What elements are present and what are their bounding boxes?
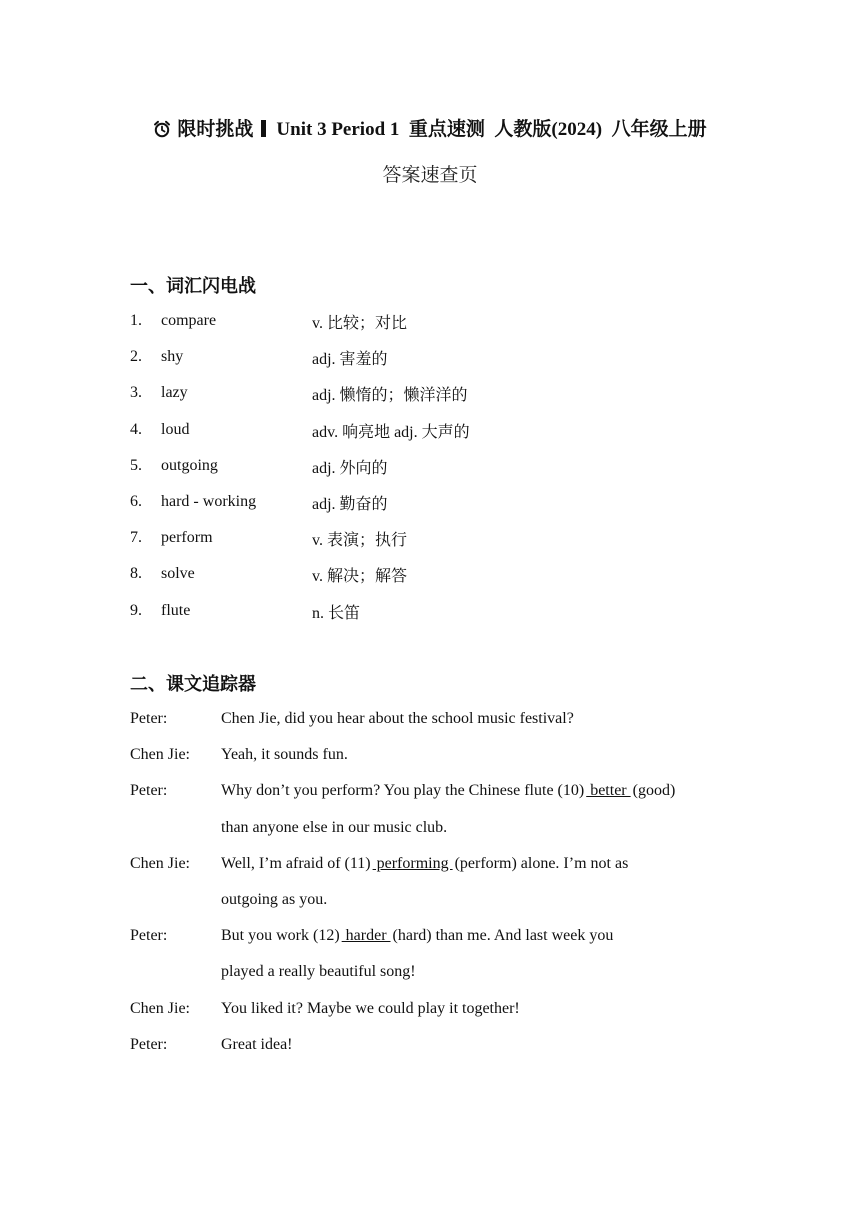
meaning: 外向的	[339, 457, 388, 477]
vocab-item	[130, 525, 730, 561]
vocab-word: compare	[161, 312, 217, 329]
alarm-clock-icon	[153, 120, 171, 144]
title-quick-test: 重点速测	[408, 118, 485, 140]
vocab-meaning	[312, 563, 407, 586]
vocab-item	[130, 489, 730, 525]
item-number: 9.	[130, 601, 142, 619]
dialog-line	[130, 742, 750, 778]
dialog-text	[221, 782, 675, 800]
part-of-speech: v.	[312, 568, 323, 586]
vocab-meaning	[312, 527, 407, 550]
dialog-text	[221, 819, 447, 837]
page-subtitle: 答案速查页	[382, 164, 478, 186]
vocab-item	[130, 344, 730, 380]
line-text: outgoing as you.	[221, 890, 328, 908]
line-text-after: (hard) than me. And last week you	[392, 927, 614, 945]
dialog-text	[221, 710, 574, 728]
dialog-line	[130, 887, 750, 923]
title-year: (2024)	[551, 119, 603, 140]
item-number: 7.	[130, 529, 142, 547]
vocab-meaning	[312, 455, 388, 478]
part-of-speech: adj.	[312, 387, 336, 405]
title-challenge: 限时挑战	[177, 118, 254, 140]
meaning: 解决；解答	[326, 566, 407, 586]
line-text-after: (perform) alone. I’m not as	[454, 854, 629, 872]
part-of-speech: adj.	[312, 459, 336, 477]
vocab-word: outgoing	[161, 456, 218, 474]
section-heading-dialog: 二、课文追踪器	[130, 674, 256, 695]
part-of-speech: adj.	[312, 495, 336, 513]
part-of-speech: adv.	[312, 423, 339, 441]
part-of-speech-2: adj.	[394, 423, 418, 441]
item-number: 2.	[130, 348, 142, 366]
item-number: 5.	[130, 456, 142, 474]
vocab-item	[130, 308, 730, 344]
vocab-word: perform	[161, 529, 213, 547]
dialog-text	[221, 1000, 520, 1018]
title-grade: 八年级上册	[611, 118, 707, 140]
vocab-word: loud	[161, 420, 190, 438]
item-number: 3.	[130, 384, 142, 402]
dialog-line	[130, 851, 750, 887]
vocab-meaning	[312, 310, 407, 333]
dialog-text	[221, 927, 613, 945]
vocab-item	[130, 380, 730, 416]
meaning-2: 大声的	[421, 421, 470, 441]
dialog-line	[130, 923, 750, 959]
line-text: You liked it? Maybe we could play it together!	[221, 999, 520, 1017]
line-text-after: (good)	[632, 782, 676, 800]
meaning: 比较；对比	[326, 313, 407, 332]
line-text: Great idea!	[221, 1035, 293, 1053]
speaker-name: Peter:	[130, 1035, 168, 1053]
vocab-item	[130, 561, 730, 597]
part-of-speech: v.	[312, 315, 323, 332]
vocab-word: flute	[161, 601, 191, 619]
item-number: 4.	[130, 420, 142, 438]
dialog-line	[130, 959, 750, 995]
vocab-meaning	[312, 600, 360, 623]
title-unit: Unit 3 Period 1	[276, 119, 400, 140]
item-number: 1.	[130, 312, 142, 329]
vocab-meaning	[312, 382, 468, 405]
answer-blank: harder	[341, 927, 391, 945]
speaker-name: Chen Jie:	[130, 999, 190, 1017]
dialog-list	[130, 706, 750, 1068]
meaning: 勤奋的	[339, 493, 388, 513]
meaning: 长笛	[328, 602, 361, 622]
dialog-line	[130, 1032, 750, 1068]
dialog-line	[130, 996, 750, 1032]
page-title	[0, 114, 860, 144]
line-text: Chen Jie, did you hear about the school music festival?	[221, 710, 574, 727]
vocab-item	[130, 453, 730, 489]
vocab-meaning	[312, 419, 470, 442]
dialog-line	[130, 706, 750, 742]
part-of-speech: v.	[312, 532, 323, 550]
item-number: 6.	[130, 492, 142, 510]
vocab-word: hard - working	[161, 492, 257, 510]
speaker-name: Chen Jie:	[130, 854, 190, 872]
meaning: 表演；执行	[326, 530, 407, 550]
vocab-word: shy	[161, 348, 184, 366]
line-text: Well, I’m afraid of (11)	[221, 854, 371, 872]
vocab-meaning	[312, 491, 388, 514]
answer-blank: better	[586, 782, 631, 800]
meaning: 响亮地	[342, 421, 391, 441]
line-text: Yeah, it sounds fun.	[221, 746, 348, 764]
dialog-text	[221, 891, 327, 909]
section-heading-vocab: 一、词汇闪电战	[130, 276, 256, 297]
part-of-speech: n.	[312, 604, 324, 622]
line-text: But you work (12)	[221, 927, 340, 945]
title-divider-bar	[261, 120, 266, 137]
dialog-line	[130, 778, 750, 814]
speaker-name: Chen Jie:	[130, 746, 190, 764]
line-text: played a really beautiful song!	[221, 963, 416, 981]
answer-blank: performing	[372, 854, 453, 872]
line-text: than anyone else in our music club.	[221, 818, 448, 836]
dialog-line	[130, 815, 750, 851]
dialog-text	[221, 1036, 293, 1054]
vocab-item	[130, 417, 730, 453]
dialog-text	[221, 855, 628, 873]
part-of-speech: adj.	[312, 351, 336, 369]
title-publisher: 人教版	[494, 118, 552, 140]
line-text: Why don’t you perform? You play the Chinese flute (10)	[221, 782, 585, 800]
item-number: 8.	[130, 565, 142, 583]
vocab-list	[130, 308, 730, 634]
vocab-item	[130, 598, 730, 634]
dialog-text	[221, 746, 348, 764]
meaning: 懒惰的；懒洋洋的	[339, 385, 468, 405]
speaker-name: Peter:	[130, 710, 168, 727]
dialog-text	[221, 963, 416, 981]
vocab-word: solve	[161, 565, 195, 583]
vocab-word: lazy	[161, 384, 188, 402]
meaning: 害羞的	[339, 349, 388, 369]
speaker-name: Peter:	[130, 927, 168, 945]
vocab-meaning	[312, 346, 388, 369]
speaker-name: Peter:	[130, 782, 168, 800]
